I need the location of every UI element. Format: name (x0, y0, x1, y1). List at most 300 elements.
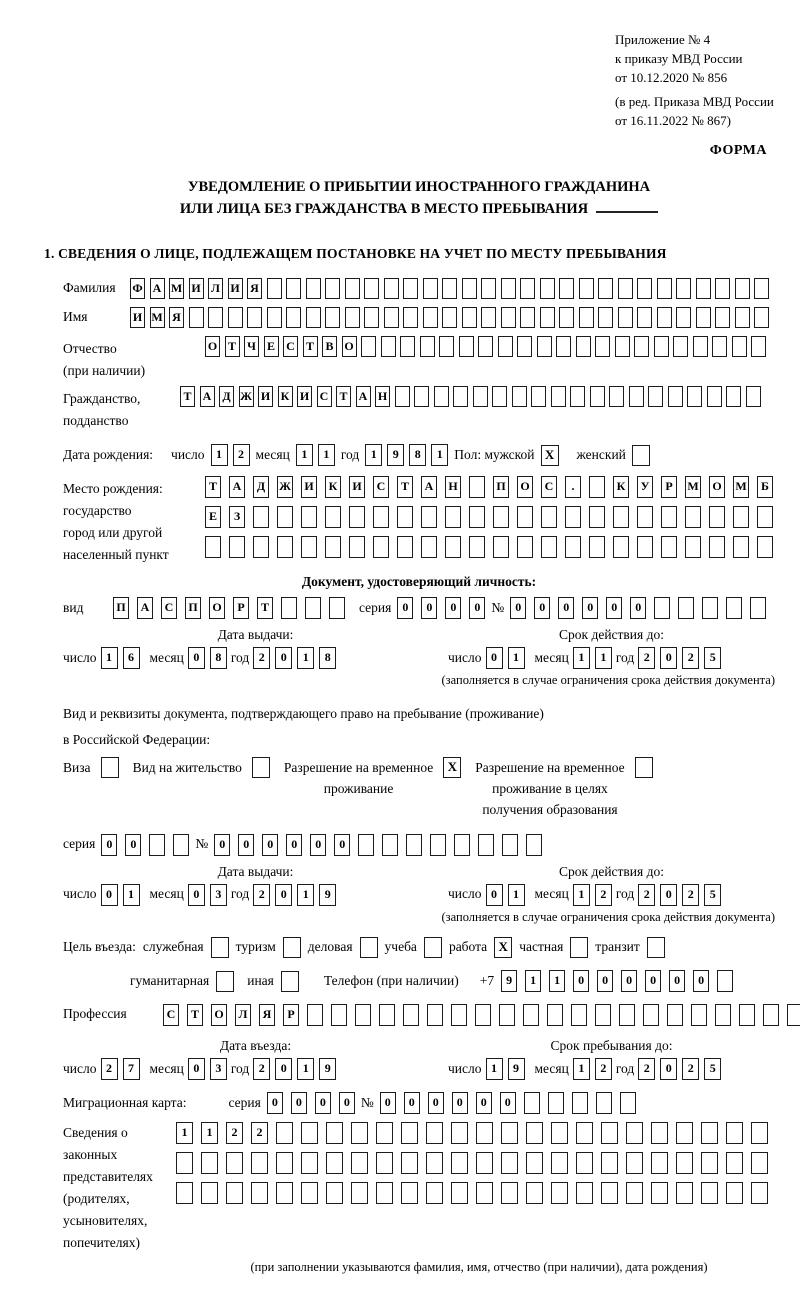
char-cell[interactable] (547, 1004, 563, 1026)
char-cell[interactable] (613, 536, 629, 558)
char-cell[interactable] (351, 1122, 368, 1144)
char-cell[interactable] (702, 597, 718, 619)
char-cell[interactable] (548, 1092, 564, 1114)
char-cell[interactable] (397, 536, 413, 558)
char-cell[interactable]: 0 (275, 1058, 292, 1080)
char-cell[interactable] (526, 1122, 543, 1144)
char-cell[interactable]: 0 (452, 1092, 468, 1114)
char-cell[interactable] (693, 336, 708, 357)
char-cell[interactable] (478, 834, 494, 856)
char-cell[interactable]: Н (445, 476, 461, 498)
char-cell[interactable]: 0 (421, 597, 437, 619)
char-cell[interactable] (498, 336, 513, 357)
char-cell[interactable] (590, 386, 605, 407)
char-cell[interactable] (576, 336, 591, 357)
char-cell[interactable] (454, 834, 470, 856)
char-cell[interactable]: 5 (704, 884, 721, 906)
char-cell[interactable]: 2 (682, 647, 699, 669)
char-cell[interactable] (517, 506, 533, 528)
char-cell[interactable]: 0 (476, 1092, 492, 1114)
char-cell[interactable] (685, 536, 701, 558)
char-cell[interactable] (384, 278, 399, 299)
char-cell[interactable]: Я (169, 307, 184, 328)
char-cell[interactable] (208, 307, 223, 328)
char-cell[interactable] (469, 536, 485, 558)
char-cell[interactable]: 2 (226, 1122, 243, 1144)
char-cell[interactable] (331, 1004, 347, 1026)
char-cell[interactable] (286, 278, 301, 299)
char-cell[interactable]: 2 (101, 1058, 118, 1080)
char-cell[interactable] (403, 1004, 419, 1026)
char-cell[interactable]: 2 (595, 884, 612, 906)
char-cell[interactable] (696, 278, 711, 299)
char-cell[interactable]: М (169, 278, 184, 299)
char-cell[interactable]: Т (257, 597, 273, 619)
char-cell[interactable] (426, 1122, 443, 1144)
char-cell[interactable]: С (317, 386, 332, 407)
char-cell[interactable] (149, 834, 165, 856)
char-cell[interactable]: Т (336, 386, 351, 407)
char-cell[interactable]: 0 (275, 884, 292, 906)
char-cell[interactable] (301, 1152, 318, 1174)
char-cell[interactable] (306, 278, 321, 299)
char-cell[interactable] (579, 278, 594, 299)
char-cell[interactable]: 0 (188, 1058, 205, 1080)
char-cell[interactable]: 0 (404, 1092, 420, 1114)
char-cell[interactable] (325, 506, 341, 528)
char-cell[interactable]: 0 (275, 647, 292, 669)
char-cell[interactable]: 0 (693, 970, 709, 992)
char-cell[interactable] (426, 1152, 443, 1174)
char-cell[interactable] (701, 1122, 718, 1144)
char-cell[interactable] (251, 1182, 268, 1204)
char-cell[interactable] (651, 1182, 668, 1204)
char-cell[interactable] (469, 476, 485, 498)
char-cell[interactable]: Т (397, 476, 413, 498)
char-cell[interactable] (751, 1152, 768, 1174)
char-cell[interactable] (376, 1122, 393, 1144)
char-cell[interactable] (421, 506, 437, 528)
char-cell[interactable]: 5 (704, 647, 721, 669)
char-cell[interactable] (526, 1152, 543, 1174)
char-cell[interactable] (735, 278, 750, 299)
char-cell[interactable]: К (278, 386, 293, 407)
char-cell[interactable] (226, 1152, 243, 1174)
char-cell[interactable] (601, 1122, 618, 1144)
char-cell[interactable]: 3 (210, 884, 227, 906)
char-cell[interactable] (228, 307, 243, 328)
char-cell[interactable] (462, 307, 477, 328)
char-cell[interactable]: 0 (291, 1092, 307, 1114)
char-cell[interactable] (576, 1182, 593, 1204)
char-cell[interactable] (673, 336, 688, 357)
char-cell[interactable]: С (373, 476, 389, 498)
char-cell[interactable] (364, 307, 379, 328)
char-cell[interactable] (676, 1152, 693, 1174)
char-cell[interactable] (361, 336, 376, 357)
char-cell[interactable] (541, 536, 557, 558)
char-cell[interactable] (726, 1182, 743, 1204)
char-cell[interactable] (451, 1182, 468, 1204)
char-cell[interactable] (763, 1004, 779, 1026)
char-cell[interactable] (657, 307, 672, 328)
char-cell[interactable] (678, 597, 694, 619)
char-cell[interactable]: Л (208, 278, 223, 299)
char-cell[interactable]: 0 (262, 834, 278, 856)
char-cell[interactable] (475, 1004, 491, 1026)
char-cell[interactable]: 0 (397, 597, 413, 619)
char-cell[interactable]: 0 (660, 884, 677, 906)
char-cell[interactable] (442, 278, 457, 299)
char-cell[interactable]: С (541, 476, 557, 498)
char-cell[interactable] (176, 1152, 193, 1174)
char-cell[interactable]: Д (253, 476, 269, 498)
char-cell[interactable] (572, 1092, 588, 1114)
char-cell[interactable] (661, 506, 677, 528)
char-cell[interactable] (373, 506, 389, 528)
char-cell[interactable] (276, 1122, 293, 1144)
char-cell[interactable] (541, 506, 557, 528)
char-cell[interactable]: 1 (486, 1058, 503, 1080)
char-cell[interactable] (559, 307, 574, 328)
char-cell[interactable] (556, 336, 571, 357)
char-cell[interactable] (502, 834, 518, 856)
char-cell[interactable]: Ж (239, 386, 254, 407)
char-cell[interactable] (551, 1152, 568, 1174)
char-cell[interactable]: 0 (660, 1058, 677, 1080)
char-cell[interactable]: О (209, 597, 225, 619)
char-cell[interactable]: . (565, 476, 581, 498)
char-cell[interactable] (414, 386, 429, 407)
char-cell[interactable]: 1 (365, 444, 382, 466)
char-cell[interactable] (189, 307, 204, 328)
char-cell[interactable] (384, 307, 399, 328)
char-cell[interactable] (267, 278, 282, 299)
char-cell[interactable]: 9 (501, 970, 517, 992)
char-cell[interactable] (401, 1152, 418, 1174)
char-cell[interactable] (345, 278, 360, 299)
char-cell[interactable] (355, 1004, 371, 1026)
char-cell[interactable] (251, 1152, 268, 1174)
char-cell[interactable] (229, 536, 245, 558)
char-cell[interactable] (540, 278, 555, 299)
char-cell[interactable] (451, 1004, 467, 1026)
char-cell[interactable] (476, 1122, 493, 1144)
char-cell[interactable]: 0 (486, 884, 503, 906)
char-cell[interactable] (423, 307, 438, 328)
char-cell[interactable] (512, 386, 527, 407)
char-cell[interactable]: К (325, 476, 341, 498)
char-cell[interactable] (307, 1004, 323, 1026)
char-cell[interactable] (329, 597, 345, 619)
char-cell[interactable]: 0 (669, 970, 685, 992)
char-cell[interactable] (654, 336, 669, 357)
char-cell[interactable] (276, 1152, 293, 1174)
char-cell[interactable]: 6 (123, 647, 140, 669)
char-cell[interactable] (565, 536, 581, 558)
char-cell[interactable] (609, 386, 624, 407)
char-cell[interactable]: 1 (431, 444, 448, 466)
char-cell[interactable] (349, 536, 365, 558)
purpose-delovaya-checkbox[interactable] (360, 937, 378, 958)
char-cell[interactable]: А (150, 278, 165, 299)
char-cell[interactable] (751, 1182, 768, 1204)
char-cell[interactable] (351, 1182, 368, 1204)
char-cell[interactable] (445, 506, 461, 528)
char-cell[interactable]: 0 (445, 597, 461, 619)
char-cell[interactable] (637, 536, 653, 558)
char-cell[interactable] (520, 278, 535, 299)
char-cell[interactable] (381, 336, 396, 357)
char-cell[interactable]: 2 (233, 444, 250, 466)
char-cell[interactable] (657, 278, 672, 299)
char-cell[interactable]: Т (180, 386, 195, 407)
char-cell[interactable] (426, 1182, 443, 1204)
char-cell[interactable] (709, 536, 725, 558)
char-cell[interactable] (537, 336, 552, 357)
char-cell[interactable] (787, 1004, 800, 1026)
char-cell[interactable] (715, 307, 730, 328)
char-cell[interactable]: 2 (253, 884, 270, 906)
char-cell[interactable] (570, 386, 585, 407)
char-cell[interactable] (481, 278, 496, 299)
char-cell[interactable]: И (189, 278, 204, 299)
char-cell[interactable]: О (517, 476, 533, 498)
char-cell[interactable]: 1 (573, 1058, 590, 1080)
purpose-chastnaya-checkbox[interactable] (570, 937, 588, 958)
char-cell[interactable] (757, 506, 773, 528)
char-cell[interactable] (598, 278, 613, 299)
char-cell[interactable]: Л (235, 1004, 251, 1026)
char-cell[interactable]: М (733, 476, 749, 498)
char-cell[interactable] (501, 1182, 518, 1204)
char-cell[interactable] (726, 597, 742, 619)
char-cell[interactable] (395, 386, 410, 407)
char-cell[interactable] (403, 307, 418, 328)
char-cell[interactable] (517, 536, 533, 558)
char-cell[interactable]: 2 (682, 884, 699, 906)
char-cell[interactable]: 0 (645, 970, 661, 992)
purpose-inaya-checkbox[interactable] (281, 971, 299, 992)
char-cell[interactable] (540, 307, 555, 328)
char-cell[interactable] (247, 307, 262, 328)
char-cell[interactable] (469, 506, 485, 528)
char-cell[interactable]: 0 (606, 597, 622, 619)
char-cell[interactable]: 8 (210, 647, 227, 669)
char-cell[interactable] (345, 307, 360, 328)
char-cell[interactable]: 0 (315, 1092, 331, 1114)
char-cell[interactable]: А (421, 476, 437, 498)
char-cell[interactable] (739, 1004, 755, 1026)
char-cell[interactable]: 1 (297, 647, 314, 669)
char-cell[interactable] (637, 278, 652, 299)
char-cell[interactable] (618, 278, 633, 299)
char-cell[interactable] (667, 1004, 683, 1026)
char-cell[interactable]: 5 (704, 1058, 721, 1080)
char-cell[interactable] (733, 536, 749, 558)
char-cell[interactable]: П (113, 597, 129, 619)
char-cell[interactable]: 0 (469, 597, 485, 619)
char-cell[interactable] (651, 1122, 668, 1144)
char-cell[interactable]: К (613, 476, 629, 498)
char-cell[interactable]: И (130, 307, 145, 328)
char-cell[interactable] (696, 307, 711, 328)
char-cell[interactable] (253, 506, 269, 528)
char-cell[interactable] (301, 506, 317, 528)
char-cell[interactable]: 9 (319, 1058, 336, 1080)
char-cell[interactable] (301, 1182, 318, 1204)
char-cell[interactable] (406, 834, 422, 856)
char-cell[interactable] (589, 506, 605, 528)
char-cell[interactable] (526, 834, 542, 856)
char-cell[interactable] (618, 307, 633, 328)
char-cell[interactable] (201, 1182, 218, 1204)
char-cell[interactable]: Б (757, 476, 773, 498)
char-cell[interactable] (373, 536, 389, 558)
char-cell[interactable]: Я (247, 278, 262, 299)
char-cell[interactable] (434, 386, 449, 407)
char-cell[interactable] (401, 1122, 418, 1144)
char-cell[interactable]: 1 (573, 884, 590, 906)
char-cell[interactable] (619, 1004, 635, 1026)
char-cell[interactable]: 9 (508, 1058, 525, 1080)
char-cell[interactable]: 8 (319, 647, 336, 669)
char-cell[interactable]: П (493, 476, 509, 498)
char-cell[interactable] (462, 278, 477, 299)
char-cell[interactable] (459, 336, 474, 357)
char-cell[interactable] (701, 1182, 718, 1204)
char-cell[interactable] (281, 597, 297, 619)
purpose-tranzit-checkbox[interactable] (647, 937, 665, 958)
char-cell[interactable] (709, 506, 725, 528)
char-cell[interactable] (517, 336, 532, 357)
char-cell[interactable] (286, 307, 301, 328)
char-cell[interactable]: 1 (508, 884, 525, 906)
char-cell[interactable] (430, 834, 446, 856)
char-cell[interactable] (523, 1004, 539, 1026)
purpose-gumanitarnaya-checkbox[interactable] (216, 971, 234, 992)
char-cell[interactable] (226, 1182, 243, 1204)
char-cell[interactable]: Ф (130, 278, 145, 299)
char-cell[interactable]: Ч (244, 336, 259, 357)
char-cell[interactable]: А (137, 597, 153, 619)
char-cell[interactable]: З (229, 506, 245, 528)
char-cell[interactable] (726, 386, 741, 407)
sex-female-checkbox[interactable] (632, 445, 650, 466)
char-cell[interactable]: Е (264, 336, 279, 357)
char-cell[interactable]: А (200, 386, 215, 407)
char-cell[interactable]: 3 (210, 1058, 227, 1080)
char-cell[interactable] (403, 278, 418, 299)
char-cell[interactable] (423, 278, 438, 299)
purpose-ucheba-checkbox[interactable] (424, 937, 442, 958)
char-cell[interactable] (626, 1152, 643, 1174)
char-cell[interactable]: Т (225, 336, 240, 357)
char-cell[interactable] (596, 1092, 612, 1114)
char-cell[interactable]: Р (661, 476, 677, 498)
char-cell[interactable]: 0 (267, 1092, 283, 1114)
char-cell[interactable] (712, 336, 727, 357)
char-cell[interactable] (326, 1122, 343, 1144)
char-cell[interactable]: 1 (211, 444, 228, 466)
char-cell[interactable] (326, 1182, 343, 1204)
char-cell[interactable] (661, 536, 677, 558)
char-cell[interactable]: 0 (339, 1092, 355, 1114)
char-cell[interactable]: И (301, 476, 317, 498)
char-cell[interactable] (735, 307, 750, 328)
purpose-turizm-checkbox[interactable] (283, 937, 301, 958)
char-cell[interactable] (598, 307, 613, 328)
char-cell[interactable]: 0 (238, 834, 254, 856)
char-cell[interactable]: 0 (125, 834, 141, 856)
char-cell[interactable] (325, 278, 340, 299)
char-cell[interactable] (754, 278, 769, 299)
char-cell[interactable]: 2 (253, 647, 270, 669)
char-cell[interactable] (676, 1182, 693, 1204)
char-cell[interactable] (476, 1182, 493, 1204)
char-cell[interactable]: 0 (310, 834, 326, 856)
char-cell[interactable] (651, 1152, 668, 1174)
char-cell[interactable] (715, 278, 730, 299)
char-cell[interactable] (277, 536, 293, 558)
char-cell[interactable]: С (163, 1004, 179, 1026)
char-cell[interactable] (620, 1092, 636, 1114)
char-cell[interactable] (676, 307, 691, 328)
char-cell[interactable]: 0 (500, 1092, 516, 1114)
char-cell[interactable] (565, 506, 581, 528)
char-cell[interactable] (626, 1182, 643, 1204)
char-cell[interactable]: Н (375, 386, 390, 407)
char-cell[interactable]: 9 (387, 444, 404, 466)
char-cell[interactable] (551, 386, 566, 407)
char-cell[interactable] (751, 336, 766, 357)
char-cell[interactable]: 0 (286, 834, 302, 856)
char-cell[interactable]: 0 (582, 597, 598, 619)
char-cell[interactable] (325, 536, 341, 558)
char-cell[interactable] (637, 506, 653, 528)
temp-residence-checkbox[interactable]: X (443, 757, 461, 778)
char-cell[interactable] (305, 597, 321, 619)
char-cell[interactable] (746, 386, 761, 407)
char-cell[interactable] (589, 476, 605, 498)
char-cell[interactable]: 1 (201, 1122, 218, 1144)
char-cell[interactable]: 1 (296, 444, 313, 466)
char-cell[interactable]: 2 (251, 1122, 268, 1144)
sex-male-checkbox[interactable]: X (541, 445, 559, 466)
char-cell[interactable] (687, 386, 702, 407)
char-cell[interactable] (601, 1182, 618, 1204)
char-cell[interactable] (601, 1152, 618, 1174)
char-cell[interactable] (301, 1122, 318, 1144)
char-cell[interactable] (501, 1122, 518, 1144)
char-cell[interactable]: 0 (101, 834, 117, 856)
char-cell[interactable] (379, 1004, 395, 1026)
char-cell[interactable]: М (150, 307, 165, 328)
char-cell[interactable]: 0 (630, 597, 646, 619)
char-cell[interactable] (648, 386, 663, 407)
char-cell[interactable] (401, 1182, 418, 1204)
char-cell[interactable]: М (685, 476, 701, 498)
char-cell[interactable]: И (349, 476, 365, 498)
char-cell[interactable]: 1 (508, 647, 525, 669)
char-cell[interactable]: 1 (525, 970, 541, 992)
char-cell[interactable]: 1 (101, 647, 118, 669)
char-cell[interactable]: У (637, 476, 653, 498)
char-cell[interactable]: 0 (510, 597, 526, 619)
char-cell[interactable] (382, 834, 398, 856)
char-cell[interactable] (629, 386, 644, 407)
char-cell[interactable]: Т (303, 336, 318, 357)
